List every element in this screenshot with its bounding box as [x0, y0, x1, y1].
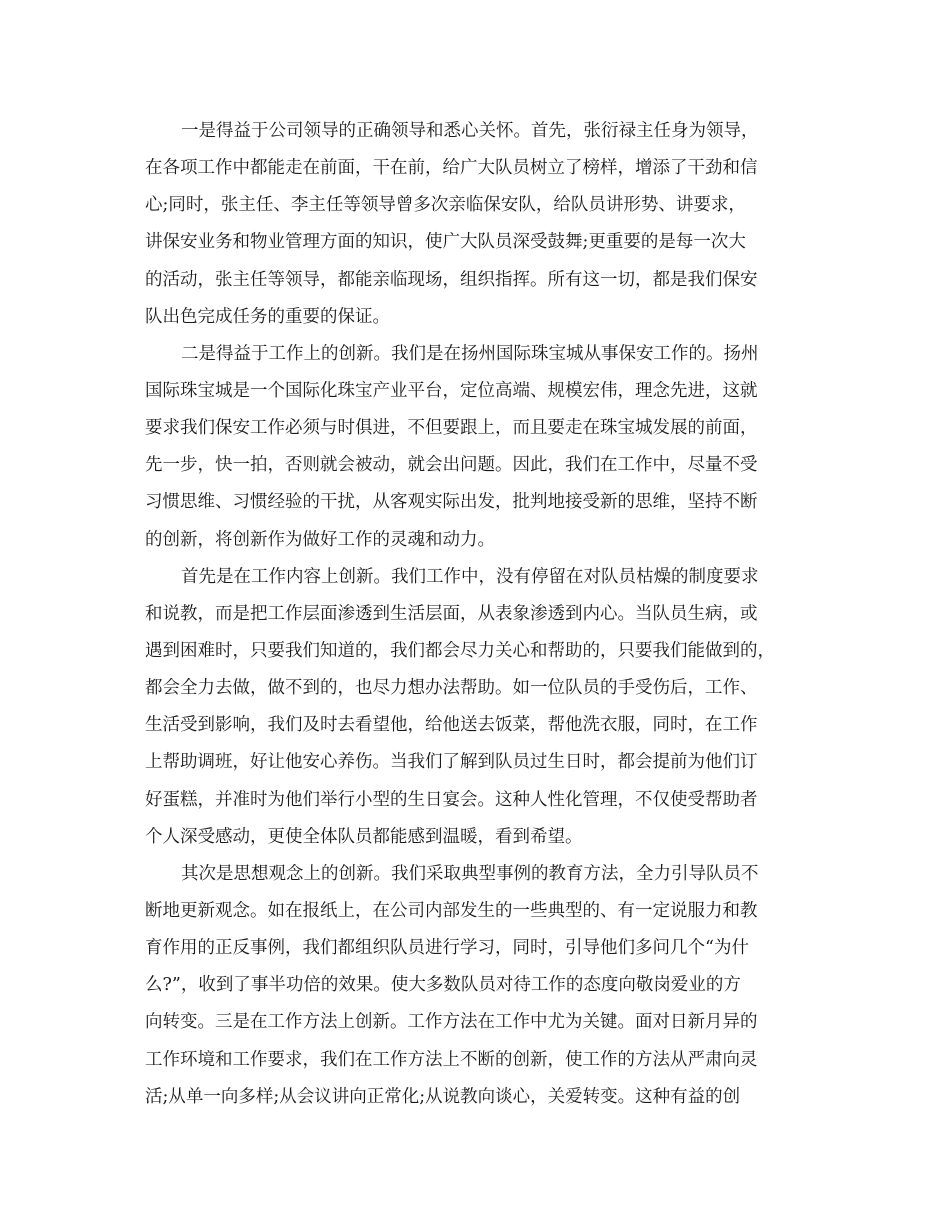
paragraph-line: 首先是在工作内容上创新。我们工作中，没有停留在对队员枯燥的制度要求 [181, 566, 759, 587]
paragraph-line: 活;从单一向多样;从会议讲向正常化;从说教向谈心，关爱转变。这种有益的创 [145, 1086, 741, 1107]
paragraph-line: 心;同时，张主任、李主任等领导曾多次亲临保安队，给队员讲形势、讲要求， [145, 195, 746, 216]
paragraph-line: 和说教，而是把工作层面渗透到生活层面，从表象渗透到内心。当队员生病，或 [145, 603, 758, 624]
paragraph-line: 工作环境和工作要求，我们在工作方法上不断的创新，使工作的方法从严肃向灵 [145, 1049, 758, 1070]
paragraph-line: 么?”，收到了事半功倍的效果。使大多数队员对待工作的态度向敬岗爱业的方 [145, 975, 741, 996]
paragraph-line: 其次是思想观念上的创新。我们采取典型事例的教育方法，全力引导队员不 [181, 863, 759, 884]
paragraph-line: 的活动，张主任等领导，都能亲临现场，组织指挥。所有这一切，都是我们保安 [145, 269, 758, 290]
paragraph-line: 育作用的正反事例，我们都组织队员进行学习，同时，引导他们多问几个“为什 [145, 938, 749, 959]
paragraph-line: 队出色完成任务的重要的保证。 [145, 306, 390, 327]
paragraph-line: 二是得益于工作上的创新。我们是在扬州国际珠宝城从事保安工作的。扬州 [181, 343, 759, 364]
paragraph-line: 都会全力去做，做不到的，也尽力想办法帮助。如一位队员的手受伤后，工作、 [145, 678, 758, 699]
paragraph-line: 好蛋糕，并准时为他们举行小型的生日宴会。这种人性化管理，不仅使受帮助者 [145, 789, 758, 810]
paragraph-line: 的创新，将创新作为做好工作的灵魂和动力。 [145, 529, 495, 550]
paragraph-line: 个人深受感动，更使全体队员都能感到温暖，看到希望。 [145, 826, 583, 847]
paragraph-line: 国际珠宝城是一个国际化珠宝产业平台，定位高端、规模宏伟，理念先进，这就 [145, 380, 758, 401]
paragraph-line: 上帮助调班，好让他安心养伤。当我们了解到队员过生日时，都会提前为他们订 [145, 752, 758, 773]
paragraph-line: 习惯思维、习惯经验的干扰，从客观实际出发，批判地接受新的思维，坚持不断 [145, 492, 758, 513]
paragraph-line: 生活受到影响，我们及时去看望他，给他送去饭菜，帮他洗衣服，同时，在工作 [145, 715, 758, 736]
paragraph-line: 讲保安业务和物业管理方面的知识，使广大队员深受鼓舞;更重要的是每一次大 [145, 232, 746, 253]
paragraph-line: 向转变。三是在工作方法上创新。工作方法在工作中尤为关键。面对日新月异的 [145, 1012, 758, 1033]
paragraph-line: 要求我们保安工作必须与时俱进，不但要跟上，而且要走在珠宝城发展的前面， [145, 418, 758, 439]
paragraph-line: 在各项工作中都能走在前面，干在前，给广大队员树立了榜样，增添了干劲和信 [145, 158, 758, 179]
document-body [145, 113, 810, 1116]
paragraph-line: 一是得益于公司领导的正确领导和悉心关怀。首先，张衍禄主任身为领导， [181, 121, 759, 141]
paragraph-line: 先一步，快一拍，否则就会被动，就会出问题。因此，我们在工作中，尽量不受 [145, 455, 758, 476]
paragraph-line: 遇到困难时，只要我们知道的，我们都会尽力关心和帮助的，只要我们能做到的， [145, 640, 775, 661]
paragraph-line: 断地更新观念。如在报纸上，在公司内部发生的一些典型的、有一定说服力和教 [145, 900, 758, 921]
